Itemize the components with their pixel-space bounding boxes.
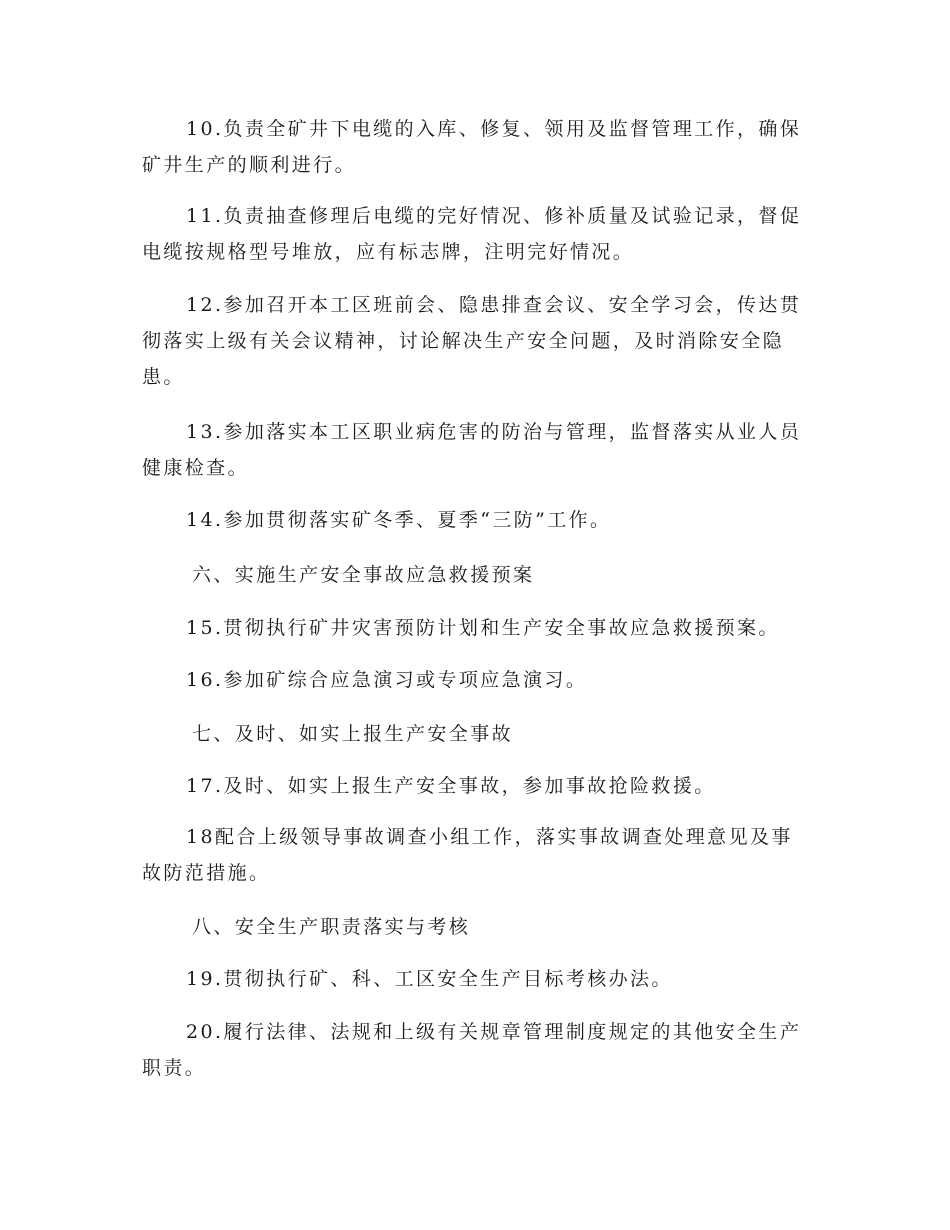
paragraph-line: 故防范措施。 xyxy=(142,862,271,884)
paragraph-12 xyxy=(142,287,810,395)
section-heading-6 xyxy=(192,557,860,593)
paragraph-line: 职责。 xyxy=(142,1057,207,1079)
paragraph-line: 15.贯彻执行矿井灾害预防计划和生产安全事故应急救援预案。 xyxy=(186,617,780,639)
paragraph-line: 20.履行法律、法规和上级有关规章管理制度规定的其他安全生产 xyxy=(186,1021,802,1043)
paragraph-line: 矿井生产的顺利进行。 xyxy=(142,154,357,176)
paragraph-line: 11.负责抽查修理后电缆的完好情况、修补质量及试验记录，督促 xyxy=(186,205,802,227)
paragraph-14 xyxy=(142,502,810,538)
paragraph-line: 12.参加召开本工区班前会、隐患排查会议、安全学习会，传达贯 xyxy=(186,294,802,316)
paragraph-line: 患。 xyxy=(142,366,185,388)
paragraph-line: 10.负责全矿井下电缆的入库、修复、领用及监督管理工作，确保 xyxy=(186,118,802,140)
paragraph-line: 17.及时、如实上报生产安全事故，参加事故抢险救援。 xyxy=(186,775,716,797)
section-heading-text: 八、安全生产职责落实与考核 xyxy=(192,916,471,938)
paragraph-line: 健康检查。 xyxy=(142,457,250,479)
paragraph-line: 19.贯彻执行矿、科、工区安全生产目标考核办法。 xyxy=(186,968,673,990)
paragraph-line: 电缆按规格型号堆放，应有标志牌，注明完好情况。 xyxy=(142,241,635,263)
paragraph-11 xyxy=(142,198,810,270)
paragraph-line: 16.参加矿综合应急演习或专项应急演习。 xyxy=(186,669,588,691)
section-heading-8 xyxy=(192,909,860,945)
paragraph-20 xyxy=(142,1014,810,1086)
paragraph-line: 彻落实上级有关会议精神，讨论解决生产安全问题，及时消除安全隐 xyxy=(142,330,785,352)
paragraph-16 xyxy=(142,662,810,698)
paragraph-10 xyxy=(142,111,810,183)
section-heading-text: 六、实施生产安全事故应急救援预案 xyxy=(192,564,535,586)
paragraph-line: 14.参加贯彻落实矿冬季、夏季“三防”工作。 xyxy=(186,509,612,531)
paragraph-line: 18配合上级领导事故调查小组工作，落实事故调查处理意见及事 xyxy=(186,826,793,848)
paragraph-18 xyxy=(142,819,810,891)
section-heading-text: 七、及时、如实上报生产安全事故 xyxy=(192,723,514,745)
paragraph-15 xyxy=(142,610,810,646)
paragraph-13 xyxy=(142,414,810,486)
paragraph-line: 13.参加落实本工区职业病危害的防治与管理，监督落实从业人员 xyxy=(186,421,802,443)
section-heading-7 xyxy=(192,716,860,752)
paragraph-19 xyxy=(142,961,810,997)
paragraph-17 xyxy=(142,768,810,804)
